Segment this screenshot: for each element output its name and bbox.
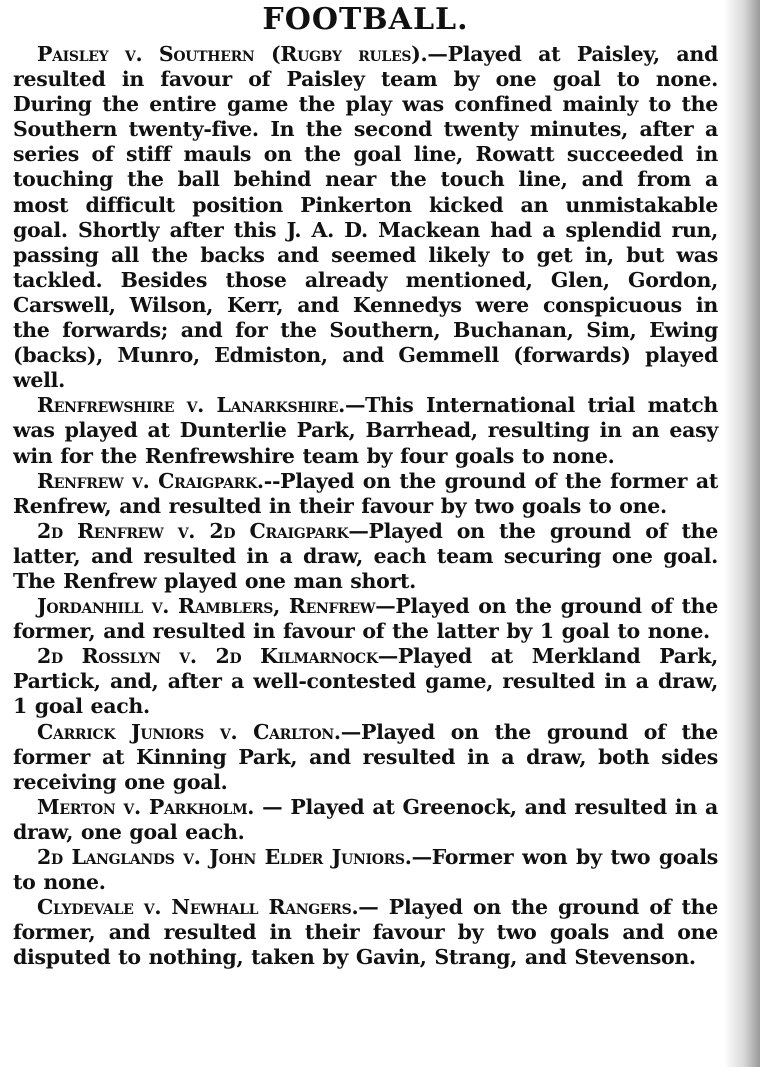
match-text: —Played at Merkland Park, Partick, and, after a well-contested game, resulted in a draw, 1 goal each.: [13, 644, 718, 719]
match-report: [13, 519, 718, 594]
match-text: —Played on the ground of the latter, and resulted in a draw, each team securing one goal. The Renfrew played one man short.: [13, 518, 718, 593]
match-heading: Clydevale v. Newhall Rangers.: [37, 895, 359, 920]
match-text: — Played at Greenock, and resulted in a draw, one goal each.: [13, 794, 718, 844]
match-report: [13, 845, 718, 895]
match-report: [13, 895, 718, 970]
match-heading: 2d Renfrew v. 2d Craigpark: [37, 518, 349, 543]
match-heading: 2d Rosslyn v. 2d Kilmarnock: [37, 644, 378, 669]
match-text: —Played at Paisley, and resulted in favour of Paisley team by one goal to none. During the entire game the play was confined mainly to the Southern twenty-five. In the second twenty minutes, after a series of stiff mauls on the goal line, Rowatt succeeded in touching the ball behind near the touch line, and from a most difficult position Pinkerton kicked an unmistakable goal. Shortly after this J. A. D. Mackean had a splendid run, passing all the backs and seemed likely to get in, but was tackled. Besides those already mentioned, Glen, Gordon, Carswell, Wilson, Kerr, and Kennedys were conspicuous in the forwards; and for the Southern, Buchanan, Sim, Ewing (backs), Munro, Edmiston, and Gemmell (forwards) played well.: [13, 42, 719, 393]
match-text: —Former won by two goals to none.: [13, 845, 718, 895]
match-report: [13, 594, 718, 644]
match-text: —This International trial match was played at Dunterlie Park, Barrhead, resulting in an easy win for the Renfrewshire team by four goals to none.: [13, 393, 718, 468]
match-heading: Jordanhill v. Ramblers, Renfrew: [37, 594, 376, 619]
match-report: [13, 42, 718, 393]
match-text: --Played on the ground of the former at Renfrew, and resulted in their favour by two goals to one.: [13, 468, 719, 518]
match-text: — Played on the ground of the former, and resulted in their favour by two goals and one disputed to nothing, taken by Gavin, Strang, and Stevenson.: [13, 895, 718, 970]
match-report: [13, 795, 718, 845]
match-report: [13, 720, 718, 795]
match-heading: Paisley v. Southern (Rugby rules).: [37, 42, 428, 66]
match-heading: Renfrew v. Craigpark.: [37, 468, 264, 493]
match-heading: 2d Langlands v. John Elder Juniors.: [37, 845, 412, 869]
match-text: —Played on the ground of the former, and resulted in favour of the latter by 1 goal to none.: [13, 594, 718, 644]
match-text: —Played on the ground of the former at Kinning Park, and resulted in a draw, both sides receiving one goal.: [13, 719, 718, 794]
section-title: FOOTBALL.: [262, 2, 469, 37]
match-heading: Merton v. Parkholm.: [37, 794, 255, 819]
match-heading: Renfrewshire v. Lanarkshire.: [37, 393, 345, 418]
match-report: [13, 469, 718, 519]
match-report: [13, 393, 718, 468]
match-heading: Carrick Juniors v. Carlton.: [37, 719, 341, 744]
match-report: [13, 644, 718, 719]
page-edge-shadow: [724, 0, 760, 1067]
